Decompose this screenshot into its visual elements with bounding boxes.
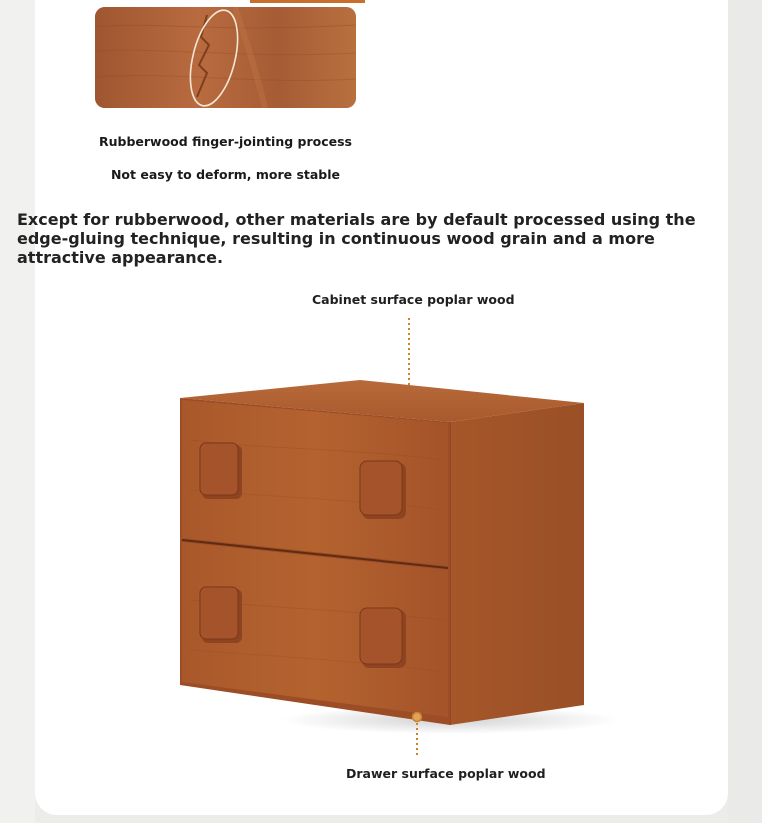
upper-right-handle[interactable]: [360, 461, 406, 519]
drawer-surface-label: Drawer surface poplar wood: [346, 766, 546, 781]
stability-caption: Not easy to deform, more stable: [110, 167, 341, 182]
lower-right-handle[interactable]: [360, 608, 406, 668]
upper-left-handle[interactable]: [200, 443, 242, 499]
edge-gluing-headline: Except for rubberwood, other materials are by default processed using the edge-gluing technique, resulting in continuous wood grain and a more attractive appearance.: [17, 210, 696, 267]
cabinet-illustration: [150, 310, 620, 760]
lower-left-handle[interactable]: [200, 587, 242, 643]
cabinet-surface-label: Cabinet surface poplar wood: [312, 292, 515, 307]
left-margin: [0, 0, 35, 823]
drawer-callout-dot: [413, 713, 422, 722]
wood-grain-image: [95, 7, 356, 108]
top-accent-bar: [250, 0, 365, 3]
finger-joint-closeup-photo: [95, 7, 356, 108]
cabinet-side-panel: [450, 403, 584, 725]
finger-joint-caption: Rubberwood finger-jointing process: [98, 134, 352, 149]
bedside-cabinet-image: [150, 310, 620, 760]
right-margin: [728, 0, 762, 823]
